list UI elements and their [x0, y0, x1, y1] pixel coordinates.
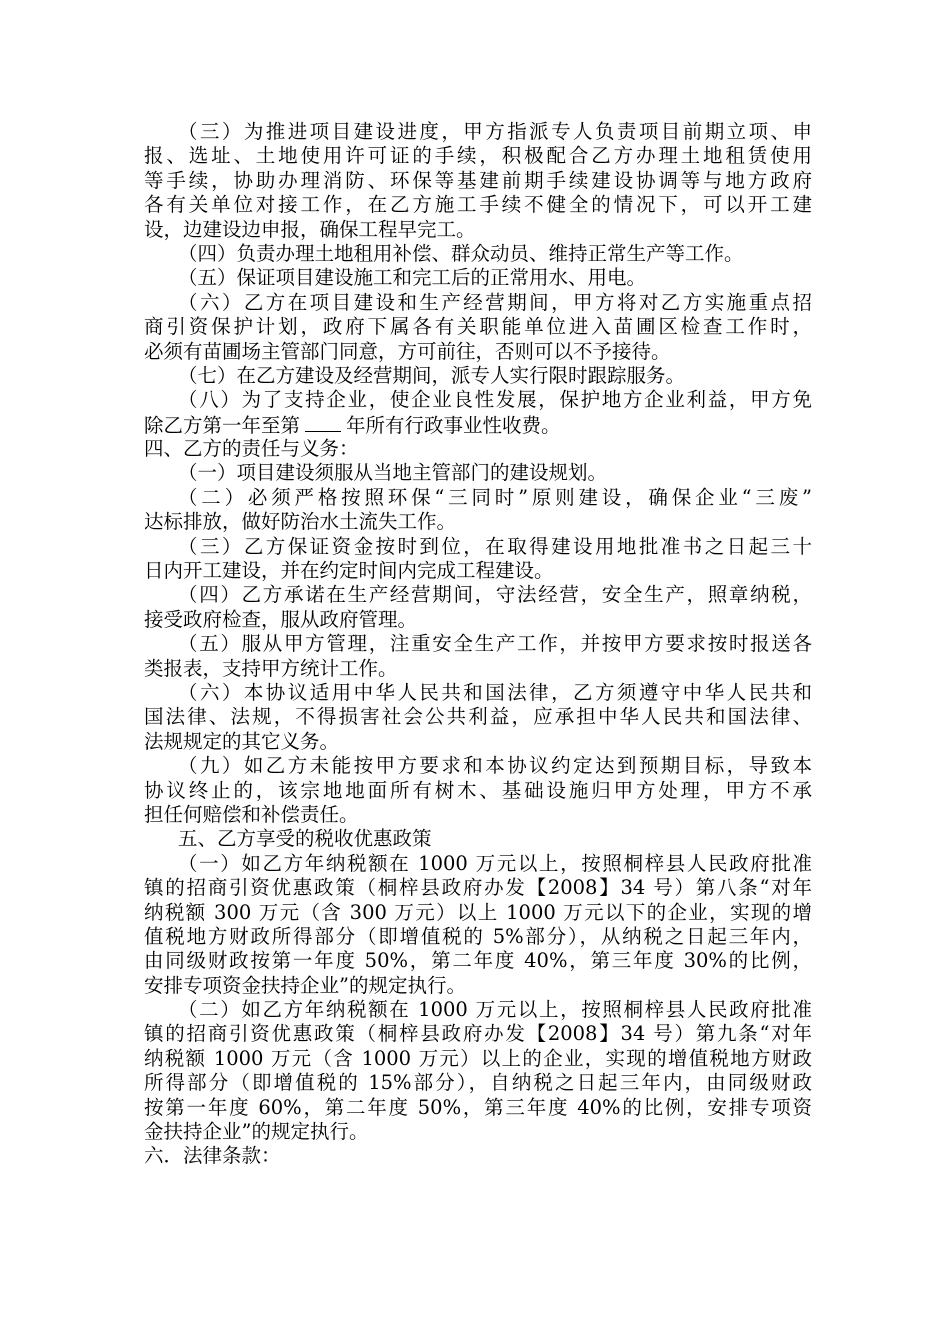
text-line: 报、选址、土地使用许可证的手续，积极配合乙方办理土地租赁使用 [144, 144, 812, 168]
paragraph-3-8 [144, 388, 812, 437]
text-line: （五）服从甲方管理，注重安全生产工作，并按甲方要求按时报送各 [178, 632, 812, 656]
text-line: 由同级财政按第一年度 50%，第二年度 40%，第三年度 30%的比例， [144, 949, 812, 973]
text-line: 必须有苗圃场主管部门同意，方可前往，否则可以不予接待。 [144, 339, 671, 363]
text-fragment: 除乙方第一年至第 [144, 413, 301, 437]
text-line: （一）如乙方年纳税额在 1000 万元以上，按照桐梓县人民政府批准 [178, 851, 812, 875]
text-line: （八）为了支持企业，使企业良性发展，保护地方企业利益，甲方免 [178, 388, 812, 412]
text-line: 所得部分（即增值税的 15%部分），自纳税之日起三年内，由同级财政 [144, 1071, 812, 1095]
paragraph-4-5 [144, 632, 812, 681]
paragraph-5-1 [144, 852, 812, 998]
text-line: 类报表，支持甲方统计工作。 [144, 656, 398, 680]
text-line: 等手续，协助办理消防、环保等基建前期手续建设协调等与地方政府 [144, 168, 812, 192]
text-line: （四）乙方承诺在生产经营期间，守法经营，安全生产，照章纳税， [178, 583, 812, 607]
text-line: （六）本协议适用中华人民共和国法律，乙方须遵守中华人民共和 [178, 680, 812, 704]
section-4-heading: 四、乙方的责任与义务： [144, 437, 359, 461]
paragraph-4-9 [144, 754, 812, 827]
text-line: 国法律、法规，不得损害社会公共利益，应承担中华人民共和国法律、 [144, 705, 812, 729]
text-line: 纳税额 1000 万元（含 1000 万元）以上的企业，实现的增值税地方财政 [144, 1046, 812, 1070]
paragraph-3-5 [144, 266, 812, 290]
text-line: 接受政府检查，服从政府管理。 [144, 607, 418, 631]
paragraph-4-4 [144, 583, 812, 632]
text-line: 纳税额 300 万元（含 300 万元）以上 1000 万元以下的企业，实现的增 [144, 900, 812, 924]
text-line: 镇的招商引资优惠政策（桐梓县政府办发【2008】34 号）第八条“对年 [144, 876, 812, 900]
text-line: （三）为推进项目建设进度，甲方指派专人负责项目前期立项、申 [178, 120, 812, 143]
text-line: 商引资保护计划，政府下属各有关职能单位进入苗圃区检查工作时， [144, 315, 812, 339]
paragraph-3-7 [144, 364, 812, 388]
text-line: （七）在乙方建设及经营期间，派专人实行限时跟踪服务。 [178, 363, 686, 387]
text-line: 达标排放，做好防治水土流失工作。 [144, 510, 457, 534]
paragraph-3-6 [144, 291, 812, 364]
paragraph-4-6 [144, 681, 812, 754]
text-line: （五）保证项目建设施工和完工后的正常用水、用电。 [178, 266, 647, 290]
text-line: 值税地方财政所得部分（即增值税的 5%部分），从纳税之日起三年内， [144, 924, 812, 948]
text-line: （四）负责办理土地租用补偿、群众动员、维持正常生产等工作。 [178, 241, 744, 265]
document-body [144, 120, 812, 1169]
text-line: 法规规定的其它义务。 [144, 729, 340, 753]
text-line: 设，边建设边申报，确保工程早完工。 [144, 217, 476, 241]
text-line: 按第一年度 60%，第二年度 50%，第三年度 40%的比例，安排专项资 [144, 1095, 812, 1119]
text-line: （二）必须严格按照环保“三同时”原则建设，确保企业“三废” [178, 485, 812, 509]
text-line: 担任何赔偿和补偿责任。 [144, 802, 359, 826]
fill-in-blank[interactable] [305, 413, 341, 432]
text-fragment: 年所有行政事业性收费。 [346, 413, 561, 437]
paragraph-5-2 [144, 998, 812, 1144]
text-line: （一）项目建设须服从当地主管部门的建设规划。 [178, 461, 608, 485]
text-line: 协议终止的，该宗地地面所有树木、基础设施归甲方处理，甲方不承 [144, 778, 812, 802]
text-line: 金扶持企业”的规定执行。 [144, 1120, 369, 1144]
paragraph-4-1 [144, 461, 812, 485]
text-line: 安排专项资金扶持企业”的规定执行。 [144, 973, 466, 997]
text-line: （二）如乙方年纳税额在 1000 万元以上，按照桐梓县人民政府批准 [178, 998, 812, 1022]
text-line: 各有关单位对接工作，在乙方施工手续不健全的情况下，可以开工建 [144, 193, 812, 217]
paragraph-4-2 [144, 486, 812, 535]
text-line: 日内开工建设，并在约定时间内完成工程建设。 [144, 559, 554, 583]
paragraph-3-4 [144, 242, 812, 266]
text-line: （六）乙方在项目建设和生产经营期间，甲方将对乙方实施重点招 [178, 290, 812, 314]
paragraph-3-3 [144, 120, 812, 242]
text-line: 镇的招商引资优惠政策（桐梓县政府办发【2008】34 号）第九条“对年 [144, 1022, 812, 1046]
paragraph-4-3 [144, 535, 812, 584]
text-line [144, 413, 812, 437]
text-line: （九）如乙方未能按甲方要求和本协议约定达到预期目标，导致本 [178, 754, 812, 778]
section-5-heading: 五、乙方享受的税收优惠政策 [178, 827, 432, 851]
text-line: （三）乙方保证资金按时到位，在取得建设用地批准书之日起三十 [178, 534, 812, 558]
section-6-heading: 六．法律条款： [144, 1144, 281, 1168]
